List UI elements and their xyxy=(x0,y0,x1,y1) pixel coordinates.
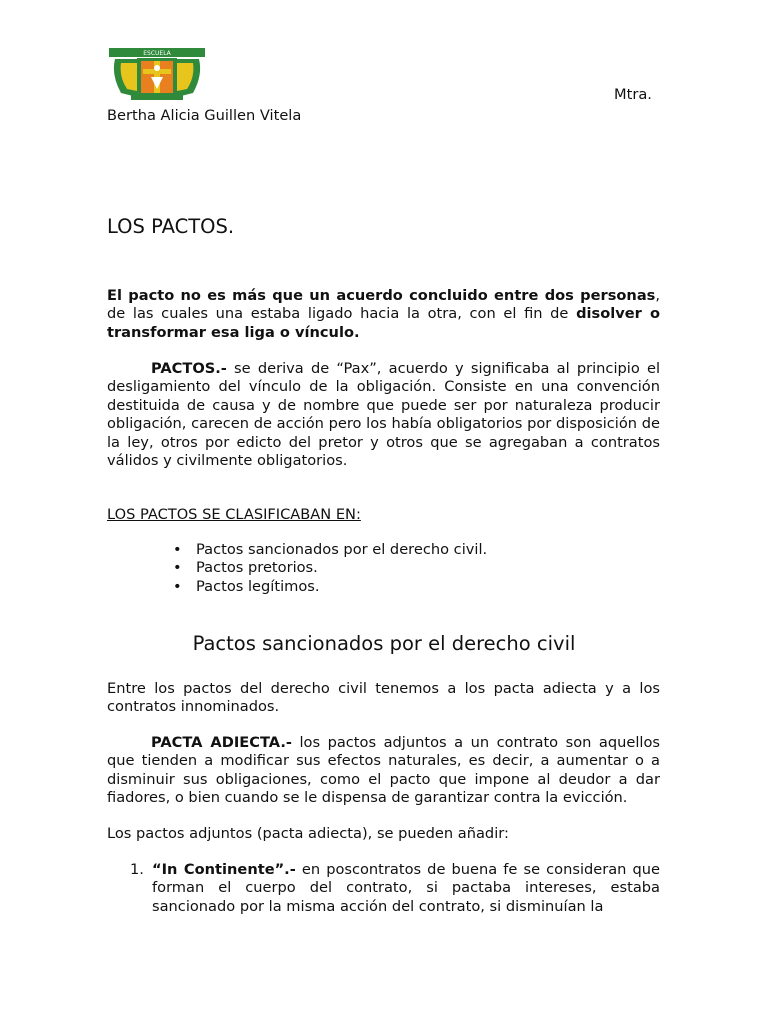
item-term: “In Continente”.- xyxy=(152,861,296,878)
bullet-icon: • xyxy=(173,577,182,595)
school-logo xyxy=(107,45,207,101)
adiecta-add-paragraph: Los pactos adjuntos (pacta adiecta), se pueden añadir: xyxy=(107,825,509,842)
item-number: 1. xyxy=(130,861,144,878)
pactos-term: PACTOS.- xyxy=(151,360,227,377)
adiecta-term: PACTA ADIECTA.- xyxy=(151,734,292,751)
teacher-prefix: Mtra. xyxy=(614,86,652,103)
list-item xyxy=(154,578,487,596)
list-item-label: Pactos sancionados por el derecho civil. xyxy=(196,541,488,558)
pactos-paragraph xyxy=(107,360,660,470)
pactos-text: se deriva de “Pax”, acuerdo y significaba al principio el desligamiento del vínculo de la obligación. Consiste en una convención destituida de causa y de nombre que puede ser por naturaleza producir obligación, carecen de acción pero los había obligatorios por disposición de la ley, otros por edicto del pretor y otros que se agregaban a contratos válidos y civilmente obligatorios. xyxy=(107,360,660,470)
adiecta-text: los pactos adjuntos a un contrato son aquellos que tienden a modificar sus efectos naturales, es decir, a aumentar o a disminuir sus obligaciones, como el pacto que impone al deudor a dar fiadores, o bien cuando se le dispensa de garantizar contra la evicción. xyxy=(107,734,661,807)
section-intro-paragraph: Entre los pactos del derecho civil tenemos a los pacta adiecta y a los contratos innominados. xyxy=(107,680,660,716)
bullet-icon: • xyxy=(173,559,182,577)
intro-bold-2: disolver o transformar esa liga o vínculo. xyxy=(107,305,660,341)
list-item xyxy=(154,559,487,577)
list-item-label: Pactos legítimos. xyxy=(196,577,320,595)
logo-text: ESCUELA xyxy=(143,50,171,57)
list-item xyxy=(154,541,487,559)
item-body: en poscontratos de buena fe se consideran que forman el cuerpo del contrato, si pactaba intereses, estaba sancionado por la misma acción del contrato, si disminuían la xyxy=(152,861,661,915)
classification-heading: LOS PACTOS SE CLASIFICABAN EN: xyxy=(107,506,361,523)
intro-paragraph xyxy=(107,287,660,342)
intro-plain: , de las cuales una estaba ligado hacia la otra, con el fin de xyxy=(107,287,660,323)
document-title: LOS PACTOS. xyxy=(107,215,235,238)
item-text xyxy=(152,861,660,916)
intro-bold-1: El pacto no es más que un acuerdo concluido entre dos personas xyxy=(107,287,656,304)
section-heading: Pactos sancionados por el derecho civil xyxy=(192,632,576,655)
adiecta-paragraph xyxy=(107,734,660,808)
classification-list xyxy=(154,541,487,596)
teacher-name: Bertha Alicia Guillen Vitela xyxy=(107,107,302,124)
bullet-icon: • xyxy=(173,541,182,558)
list-item-label: Pactos pretorios. xyxy=(196,559,318,577)
